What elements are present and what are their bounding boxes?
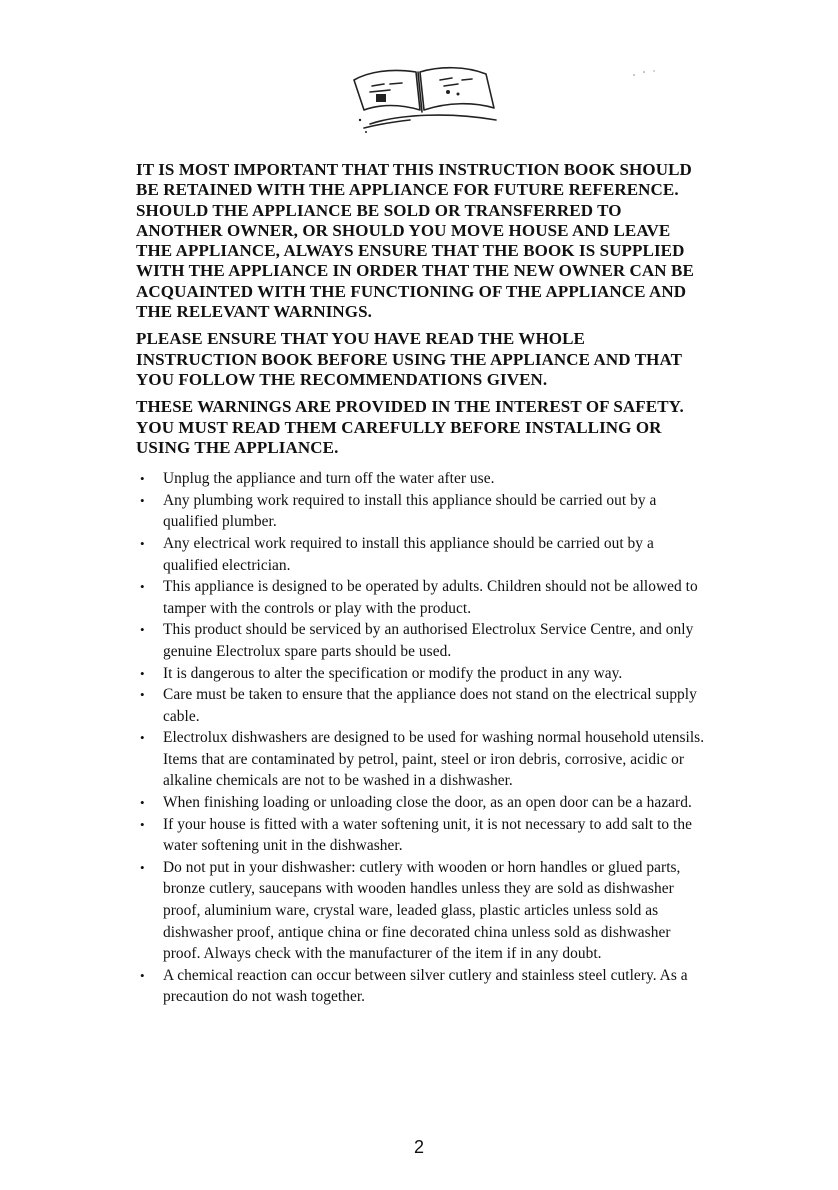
- bullet-icon: •: [140, 687, 145, 703]
- list-item-text: Do not put in your dishwasher: cutlery with wooden or horn handles or glued parts, bronze cutlery, saucepans with wooden handles unless they are sold as dishwasher proof, aluminium ware, crystal ware, leaded glass, plastic articles unless sold as dishwasher proof, antique china or fine decorated china unless sold as dishwasher proof. Always check with the manufacturer of the item if in any doubt.: [163, 858, 681, 963]
- list-item-text: This appliance is designed to be operated by adults. Children should not be allowed to tamper with the controls or play with the product.: [163, 578, 698, 617]
- page-number: 2: [413, 1137, 424, 1157]
- list-item-text: It is dangerous to alter the specification or modify the product in any way.: [163, 664, 623, 682]
- list-item-text: Any plumbing work required to install this appliance should be carried out by a qualified plumber.: [163, 491, 657, 531]
- scan-speck: [630, 68, 660, 78]
- list-item-text: A chemical reaction can occur between silver cutlery and stainless steel cutlery. As a precaution do not wash together.: [163, 966, 688, 1006]
- list-item: [136, 727, 706, 792]
- list-item: [136, 533, 706, 576]
- instruction-content: [136, 160, 706, 1008]
- bullet-icon: •: [140, 535, 145, 551]
- list-item-text: When finishing loading or unloading close the door, as an open door can be a hazard.: [163, 794, 692, 812]
- list-item-text: Care must be taken to ensure that the appliance does not stand on the electrical supply cable.: [163, 686, 697, 725]
- bullet-icon: •: [140, 859, 145, 875]
- bullet-icon: •: [140, 492, 145, 508]
- list-item: [136, 576, 706, 619]
- list-item: [136, 490, 706, 533]
- list-item: [136, 684, 706, 727]
- list-item: [136, 792, 706, 814]
- bullet-icon: •: [140, 579, 145, 595]
- list-item: [136, 857, 706, 965]
- list-item-text: If your house is fitted with a water softening unit, it is not necessary to add salt to the water softening unit in the dishwasher.: [163, 815, 693, 855]
- warning-retain-book: IT IS MOST IMPORTANT THAT THIS INSTRUCTION BOOK SHOULD BE RETAINED WITH THE APPLIANCE FOR FUTURE REFERENCE. SHOULD THE APPLIANCE BE SOLD OR TRANSFERRED TO ANOTHER OWNER, OR SHOULD YOU MOVE HOUSE AND LEAVE THE APPLIANCE, ALWAYS ENSURE THAT THE BOOK IS SUPPLIED WITH THE APPLIANCE IN ORDER THAT THE NEW OWNER CAN BE ACQUAINTED WITH THE FUNCTIONING OF THE APPLIANCE AND THE RELEVANT WARNINGS.: [136, 160, 694, 322]
- warning-read-book: PLEASE ENSURE THAT YOU HAVE READ THE WHOLE INSTRUCTION BOOK BEFORE USING THE APPLIANCE AND THAT YOU FOLLOW THE RECOMMENDATIONS GIVEN.: [136, 329, 682, 389]
- bullet-icon: •: [140, 967, 145, 983]
- list-item-text: This product should be serviced by an authorised Electrolux Service Centre, and only genuine Electrolux spare parts should be used.: [163, 621, 694, 660]
- bullet-icon: •: [140, 816, 145, 832]
- list-item: [136, 468, 706, 490]
- bullet-icon: •: [140, 622, 145, 638]
- safety-bullet-list: [136, 468, 706, 1008]
- list-item: [136, 965, 706, 1008]
- bullet-icon: •: [140, 730, 145, 746]
- list-item-text: Any electrical work required to install this appliance should be carried out by a qualified electrician.: [163, 534, 654, 574]
- list-item: [136, 814, 706, 857]
- open-book-icon: [340, 58, 510, 138]
- list-item-text: Electrolux dishwashers are designed to be used for washing normal household utensils. Items that are contaminated by petrol, paint, steel or iron debris, corrosive, acidic or alkaline chemicals are not to be washed in a dishwasher.: [163, 729, 705, 790]
- list-item: [136, 663, 706, 685]
- list-item: [136, 619, 706, 662]
- bullet-icon: •: [140, 795, 145, 811]
- bullet-icon: •: [140, 665, 145, 681]
- bullet-icon: •: [140, 471, 145, 487]
- list-item-text: Unplug the appliance and turn off the water after use.: [163, 470, 495, 488]
- warning-safety: THESE WARNINGS ARE PROVIDED IN THE INTEREST OF SAFETY. YOU MUST READ THEM CAREFULLY BEFORE INSTALLING OR USING THE APPLIANCE.: [136, 397, 684, 457]
